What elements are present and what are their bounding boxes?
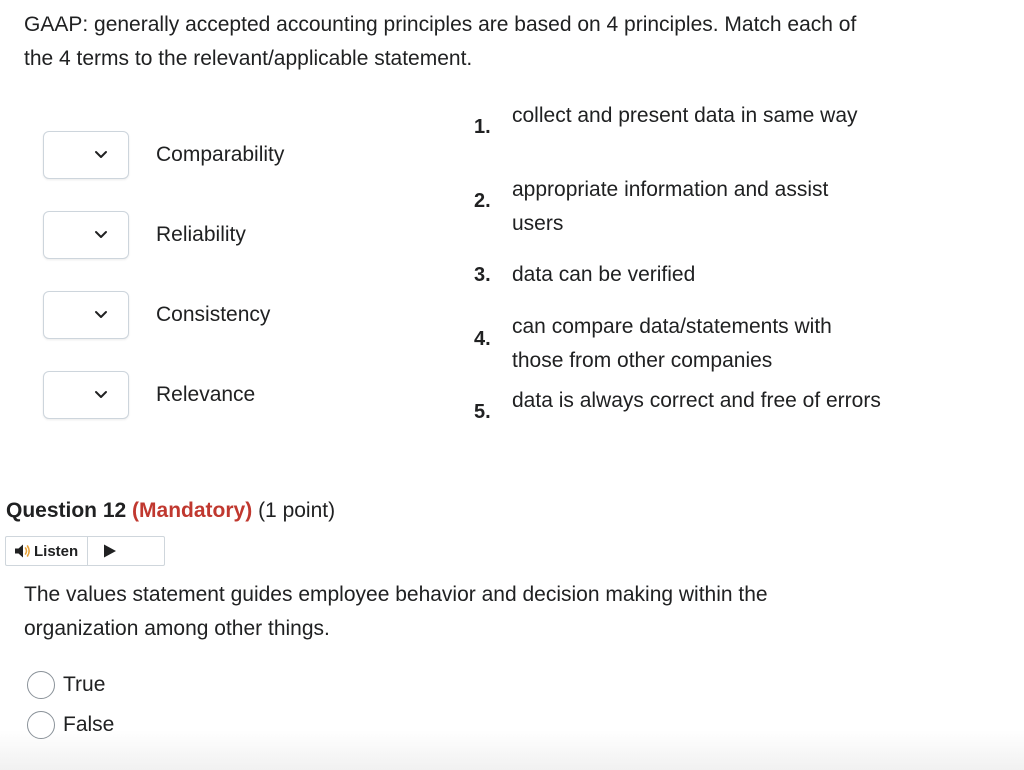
- statement-number: 5.: [474, 401, 491, 423]
- option-false[interactable]: [27, 710, 114, 740]
- statement-text: data can be verified: [512, 263, 696, 286]
- term-select-consistency[interactable]: [43, 291, 129, 339]
- play-button[interactable]: [88, 537, 164, 565]
- term-label-consistency: Consistency: [156, 303, 271, 326]
- statement-number: 4.: [474, 328, 491, 350]
- play-icon: [103, 544, 117, 558]
- mandatory-label: (Mandatory): [132, 499, 253, 522]
- statement-text: data is always correct and free of errors: [512, 389, 881, 412]
- term-select-reliability[interactable]: [43, 211, 129, 259]
- chevron-down-icon: [94, 150, 108, 160]
- chevron-down-icon: [94, 310, 108, 320]
- option-label: False: [63, 713, 115, 736]
- statement-number: 2.: [474, 190, 491, 212]
- question-header: [6, 496, 335, 526]
- listen-label: Listen: [34, 542, 79, 560]
- statement-text: can compare data/statements with those from other companies: [512, 315, 832, 372]
- chevron-down-icon: [94, 230, 108, 240]
- chevron-down-icon: [94, 390, 108, 400]
- question-title: Question 12: [6, 499, 127, 522]
- term-label-reliability: Reliability: [156, 223, 246, 246]
- radio-button[interactable]: [27, 671, 55, 699]
- term-label-relevance: Relevance: [156, 383, 256, 406]
- page-bottom-fade: [0, 730, 1024, 770]
- statement-text: appropriate information and assist users: [512, 178, 829, 235]
- term-label-comparability: Comparability: [156, 143, 285, 166]
- statement-text: collect and present data in same way: [512, 104, 858, 127]
- listen-button[interactable]: [6, 537, 88, 565]
- points-label: (1 point): [258, 499, 336, 522]
- term-select-relevance[interactable]: [43, 371, 129, 419]
- statement-number: 1.: [474, 116, 491, 138]
- matching-prompt: GAAP: generally accepted accounting principles are based on 4 principles. Match each of the 4 terms to the relevant/applicable statement.: [24, 13, 857, 70]
- radio-button[interactable]: [27, 711, 55, 739]
- listen-toolbar: [5, 536, 165, 566]
- statement-number: 3.: [474, 264, 491, 286]
- option-true[interactable]: [27, 670, 105, 700]
- term-select-comparability[interactable]: [43, 131, 129, 179]
- speaker-icon: [14, 543, 32, 559]
- option-label: True: [63, 673, 106, 696]
- question-text: The values statement guides employee behavior and decision making within the organization among other things.: [24, 583, 768, 640]
